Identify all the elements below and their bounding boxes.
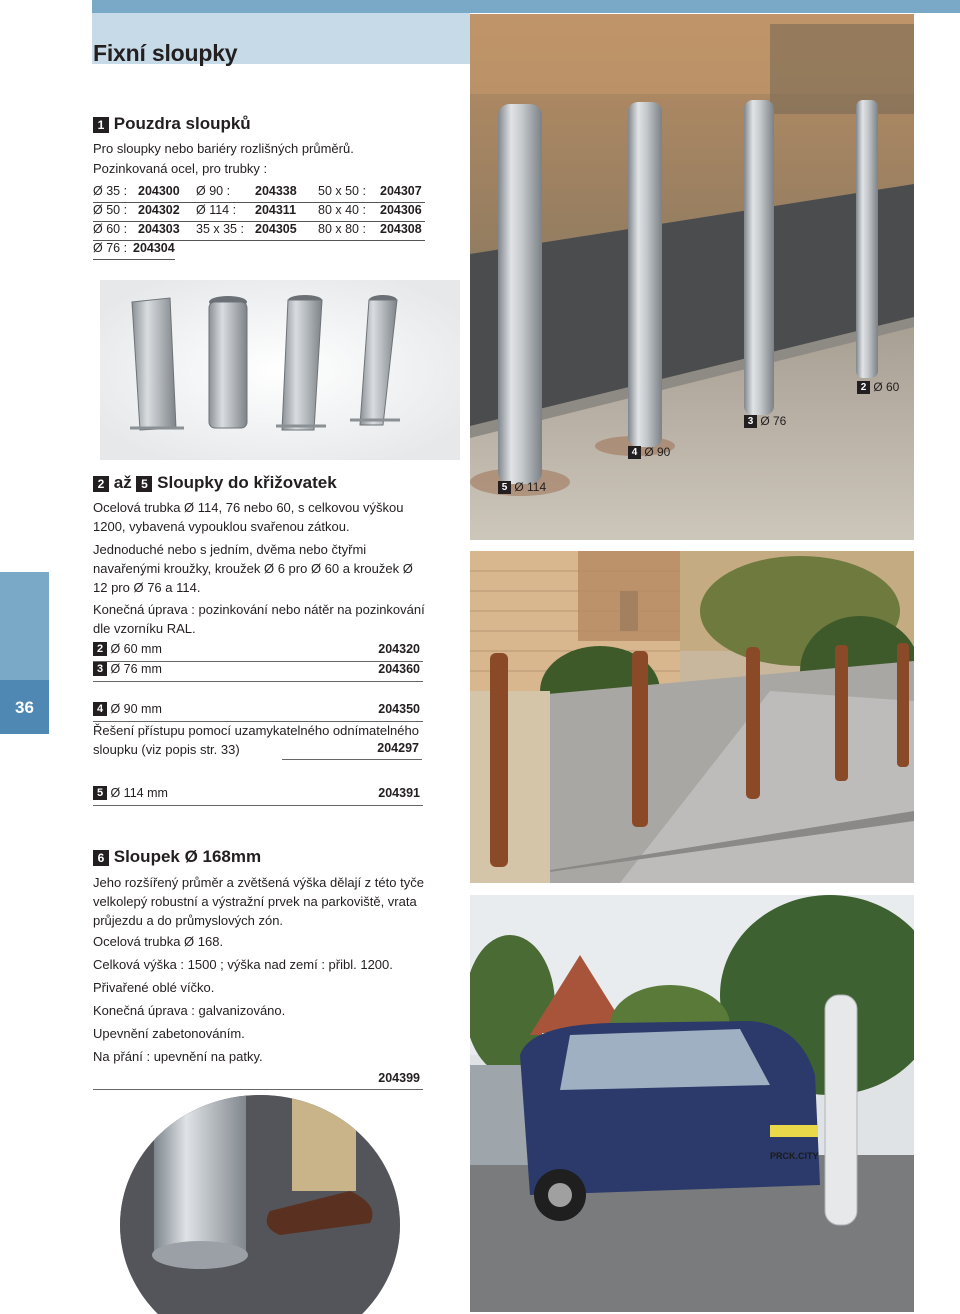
side-tab [0, 572, 49, 680]
code-label: 35 x 35 : [196, 222, 244, 236]
section1-heading [93, 114, 251, 134]
code-label: Ø 60 : [93, 222, 128, 236]
code-label: 80 x 80 : [318, 222, 366, 236]
section2-connector: až [113, 473, 132, 492]
row-number: 4 [93, 702, 107, 716]
section2-number-a: 2 [93, 476, 109, 492]
code-label: Ø 114 : [196, 203, 237, 217]
section6-number: 6 [93, 850, 109, 866]
row-number: 2 [93, 642, 107, 656]
row-code: 204360 [378, 662, 420, 676]
code-label: Ø 76 : [93, 241, 128, 255]
row-label: Ø 114 mm [110, 786, 168, 800]
code-row [93, 184, 425, 203]
label-text: Ø 76 [760, 414, 787, 428]
sleeves-photo [100, 280, 460, 460]
row-code: 204320 [378, 642, 420, 656]
car-bollard-photo [470, 895, 914, 1312]
code-label: Ø 50 : [93, 203, 128, 217]
section6-line: Ocelová trubka Ø 168. [93, 934, 224, 949]
row-code: 204391 [378, 786, 420, 800]
label-d114 [498, 480, 546, 494]
code-value: 204308 [380, 222, 422, 236]
label-number: 4 [628, 446, 641, 459]
license-plate: PRCK.CITY [770, 1151, 819, 1161]
section6-line: Konečná úprava : galvanizováno. [93, 1003, 286, 1018]
code-row [93, 203, 425, 222]
section2-para2: Jednoduché nebo s jedním, dvěma nebo čtyřmi navařenými kroužky, kroužek Ø 6 pro Ø 60 a kroužek Ø 12 pro Ø 76 a 114. [93, 542, 413, 595]
section2-heading [93, 473, 337, 493]
code-label: Ø 90 : [196, 184, 231, 198]
sleeve-code-table [93, 184, 425, 260]
row-number: 3 [93, 662, 107, 676]
top-accent-bar [92, 0, 960, 13]
label-text: Ø 90 [644, 445, 671, 459]
row-code: 204350 [378, 702, 420, 716]
label-number: 5 [498, 481, 511, 494]
section6-heading [93, 847, 261, 867]
section6-line: Upevnění zabetonováním. [93, 1026, 245, 1041]
code-value: 204311 [255, 203, 297, 217]
row-label: Ø 60 mm [110, 642, 162, 656]
code-label: Ø 35 : [93, 184, 128, 198]
section6-line: Na přání : upevnění na patky. [93, 1049, 263, 1064]
code-value: 204338 [255, 184, 297, 198]
code-label: 80 x 40 : [318, 203, 366, 217]
code-value: 204305 [255, 222, 297, 236]
code-value: 204306 [380, 203, 422, 217]
code-row [93, 222, 425, 241]
code-value: 204300 [138, 184, 180, 198]
section2-title: Sloupky do křižovatek [157, 473, 337, 492]
removable-text-1: Řešení přístupu pomocí uzamykatelného odnímatelného [93, 723, 419, 738]
code-label: 50 x 50 : [318, 184, 366, 198]
page-number: 36 [15, 698, 34, 717]
label-number: 3 [744, 415, 757, 428]
label-text: Ø 60 [873, 380, 900, 394]
galvanized-bollards-photo [470, 14, 914, 540]
code-value: 204302 [138, 203, 180, 217]
section1-number: 1 [93, 117, 109, 133]
section6-line: Přivařené oblé víčko. [93, 980, 215, 995]
section1-line2: Pozinkovaná ocel, pro trubky : [93, 161, 268, 176]
row-label: Ø 90 mm [110, 702, 162, 716]
label-d60 [857, 380, 899, 394]
section6-para1: Jeho rozšířený průměr a zvětšená výška dělají z této tyče velkolepý robustní a výstražní prvek na parkoviště, vrata průjezdu a do průmyslových zón. [93, 875, 424, 928]
label-d90 [628, 445, 670, 459]
product-row [93, 702, 423, 722]
label-d76 [744, 414, 786, 428]
bollard-closeup-photo [120, 1095, 400, 1314]
section2-para1: Ocelová trubka Ø 114, 76 nebo 60, s celkovou výškou 1200, vybavená vypouklou svařenou zátkou. [93, 500, 404, 534]
row-number: 5 [93, 786, 107, 800]
code-row [93, 241, 175, 260]
painted-bollards-photo [470, 551, 914, 883]
row-label: Ø 76 mm [110, 662, 162, 676]
section2-number-b: 5 [136, 476, 152, 492]
product-row [93, 662, 423, 682]
product-row [93, 786, 423, 806]
code-value: 204307 [380, 184, 422, 198]
product-row [93, 642, 423, 662]
section2-para3: Konečná úprava : pozinkování nebo nátěr na pozinkování dle vzorníku RAL. [93, 602, 425, 636]
removable-code: 204297 [282, 741, 422, 760]
label-number: 2 [857, 381, 870, 394]
section6-code: 204399 [93, 1071, 423, 1090]
code-value: 204303 [138, 222, 180, 236]
section6-title: Sloupek Ø 168mm [113, 847, 262, 866]
section1-line1: Pro sloupky nebo bariéry rozlišných průměrů. [93, 141, 354, 156]
section1-title: Pouzdra sloupků [113, 114, 251, 133]
page-title: Fixní sloupky [93, 40, 238, 66]
label-text: Ø 114 [514, 480, 547, 494]
section6-line: Celková výška : 1500 ; výška nad zemí : přibl. 1200. [93, 957, 393, 972]
code-value: 204304 [133, 241, 175, 255]
removable-text-2: sloupku (viz popis str. 33) [93, 742, 240, 757]
